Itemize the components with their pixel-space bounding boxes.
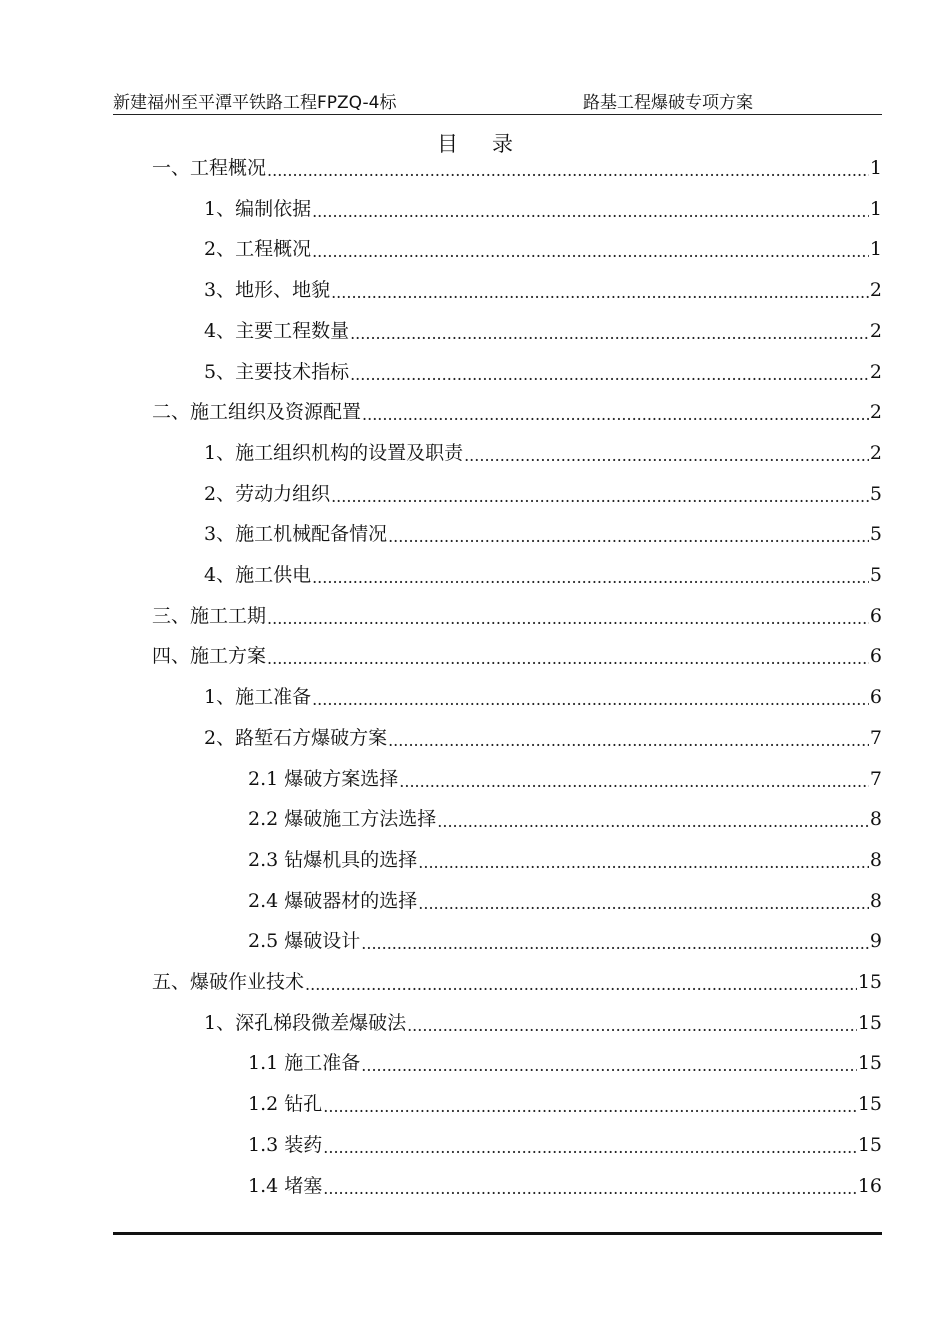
toc-entry[interactable]	[248, 1131, 882, 1159]
toc-dot-leader	[312, 201, 869, 223]
toc-entry[interactable]	[204, 1009, 882, 1037]
toc-entry-page-number: 15	[857, 971, 882, 993]
toc-entry-page-number: 1	[869, 197, 882, 220]
toc-dot-leader	[312, 689, 869, 711]
toc-dot-leader	[267, 648, 869, 670]
footer-rule	[113, 1232, 882, 1235]
toc-dot-leader	[323, 1178, 857, 1200]
toc-dot-leader	[350, 364, 869, 386]
toc-dot-leader	[323, 1096, 857, 1118]
toc-entry-page-number: 15	[857, 1011, 882, 1034]
toc-entry-page-number: 1	[869, 157, 882, 179]
toc-entry[interactable]	[152, 968, 882, 996]
toc-entry-page-number: 9	[869, 930, 882, 953]
toc-dot-leader	[361, 933, 869, 955]
toc-dot-leader	[350, 323, 869, 345]
toc-entry[interactable]	[248, 1172, 882, 1200]
toc-entry[interactable]	[204, 724, 882, 752]
toc-entry-label: 2、工程概况	[204, 238, 312, 261]
toc-entry-page-number: 7	[869, 767, 882, 790]
toc-dot-leader	[418, 893, 869, 915]
toc-entry[interactable]	[204, 480, 882, 508]
toc-entry-label: 4、施工供电	[204, 564, 312, 586]
header-document-title: 路基工程爆破专项方案	[583, 93, 753, 113]
toc-entry[interactable]	[204, 358, 882, 386]
toc-dot-leader	[312, 241, 869, 263]
toc-entry[interactable]	[248, 805, 882, 833]
toc-entry-label: 五、爆破作业技术	[152, 971, 305, 993]
header-project-name: 新建福州至平潭平铁路工程FPZQ-4标	[113, 93, 397, 113]
toc-entry[interactable]	[248, 846, 882, 874]
toc-entry-page-number: 8	[869, 808, 882, 831]
toc-entry[interactable]	[204, 195, 882, 223]
toc-entry-label: 2.3 钻爆机具的选择	[248, 848, 418, 871]
toc-dot-leader	[362, 404, 869, 426]
toc-title-part2: 录	[492, 132, 513, 156]
toc-entry-label: 1、编制依据	[204, 197, 312, 220]
toc-dot-leader	[323, 1137, 857, 1159]
toc-entry[interactable]	[204, 520, 882, 548]
toc-entry-label: 1.4 堵塞	[248, 1174, 323, 1197]
toc-entry-label: 三、施工工期	[152, 604, 267, 627]
toc-entry-label: 1.2 钻孔	[248, 1093, 323, 1116]
toc-dot-leader	[331, 486, 869, 508]
page-header	[113, 92, 882, 115]
toc-entry-label: 5、主要技术指标	[204, 360, 350, 383]
toc-entry-label: 2、劳动力组织	[204, 482, 331, 505]
toc-entry-page-number: 5	[869, 523, 882, 546]
toc-entry-page-number: 7	[869, 726, 882, 749]
toc-entry-label: 3、地形、地貌	[204, 279, 331, 302]
toc-entry-page-number: 15	[857, 1093, 882, 1116]
toc-entry-label: 2.1 爆破方案选择	[248, 767, 399, 790]
toc-entry[interactable]	[152, 398, 882, 426]
toc-entry-label: 二、施工组织及资源配置	[152, 401, 362, 424]
toc-entry-page-number: 16	[857, 1174, 882, 1197]
toc-entry-page-number: 1	[869, 238, 882, 261]
toc-entry-page-number: 8	[869, 889, 882, 912]
toc-entry[interactable]	[204, 439, 882, 467]
toc-entry[interactable]	[248, 1049, 882, 1077]
toc-entry[interactable]	[248, 765, 882, 793]
toc-entry-page-number: 15	[857, 1133, 882, 1156]
toc-entry-label: 四、施工方案	[152, 645, 267, 668]
toc-entry[interactable]	[204, 235, 882, 263]
toc-entry-label: 4、主要工程数量	[204, 319, 350, 342]
toc-dot-leader	[312, 567, 869, 589]
toc-dot-leader	[305, 974, 857, 996]
toc-entry[interactable]	[204, 561, 882, 589]
toc-entry-label: 1.3 装药	[248, 1133, 323, 1156]
toc-entry-label: 1、施工组织机构的设置及职责	[204, 441, 464, 464]
toc-entry-label: 2.2 爆破施工方法选择	[248, 808, 437, 831]
toc-entry-page-number: 6	[869, 686, 882, 709]
toc-entry[interactable]	[248, 927, 882, 955]
toc-entry-page-number: 5	[869, 482, 882, 505]
toc-entry-page-number: 2	[869, 441, 882, 464]
toc-entry-page-number: 2	[869, 360, 882, 383]
toc-dot-leader	[437, 811, 869, 833]
toc-dot-leader	[267, 608, 869, 630]
toc-dot-leader	[464, 445, 869, 467]
toc-dot-leader	[388, 730, 869, 752]
toc-entry-page-number: 8	[869, 848, 882, 871]
toc-entry-label: 1、施工准备	[204, 686, 312, 709]
toc-entry[interactable]	[204, 683, 882, 711]
toc-entry-page-number: 2	[869, 319, 882, 342]
toc-entry[interactable]	[204, 276, 882, 304]
toc-entry-page-number: 6	[869, 604, 882, 627]
toc-entry-page-number: 15	[857, 1052, 882, 1075]
toc-dot-leader	[407, 1015, 857, 1037]
toc-entry-page-number: 6	[869, 645, 882, 668]
toc-entry[interactable]	[152, 642, 882, 670]
toc-entry[interactable]	[152, 154, 882, 182]
toc-dot-leader	[388, 526, 869, 548]
toc-dot-leader	[331, 282, 869, 304]
toc-dot-leader	[399, 771, 869, 793]
toc-entry[interactable]	[248, 1090, 882, 1118]
toc-entry-label: 2.5 爆破设计	[248, 930, 361, 953]
toc-entry-label: 一、工程概况	[152, 157, 267, 179]
toc-entry[interactable]	[152, 602, 882, 630]
toc-entry-label: 3、施工机械配备情况	[204, 523, 388, 546]
toc-entry-page-number: 2	[869, 279, 882, 302]
toc-entry-page-number: 5	[869, 564, 882, 586]
toc-dot-leader	[361, 1055, 857, 1077]
toc-dot-leader	[267, 160, 869, 182]
toc-entry-page-number: 2	[869, 401, 882, 424]
toc-entry[interactable]	[204, 317, 882, 345]
toc-dot-leader	[418, 852, 869, 874]
toc-title-part1: 目	[437, 132, 458, 156]
toc-entry-label: 2、路堑石方爆破方案	[204, 726, 388, 749]
toc-entry[interactable]	[248, 887, 882, 915]
toc-entry-label: 2.4 爆破器材的选择	[248, 889, 418, 912]
toc-entry-label: 1.1 施工准备	[248, 1052, 361, 1075]
toc-entry-label: 1、深孔梯段微差爆破法	[204, 1011, 407, 1034]
